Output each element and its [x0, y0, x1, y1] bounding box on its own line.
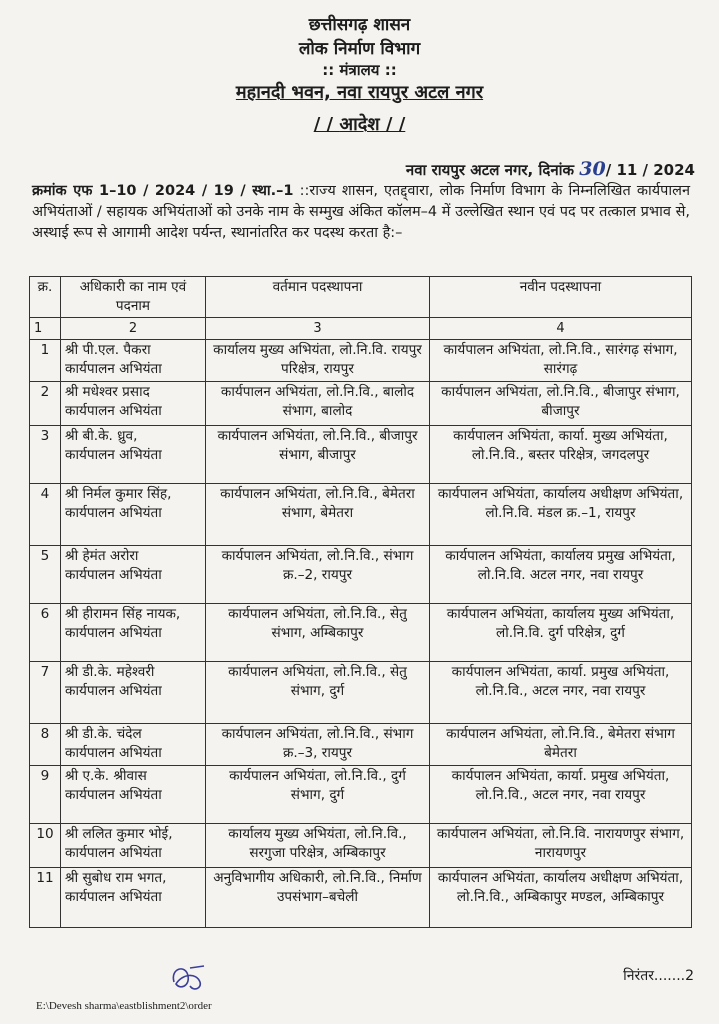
col-num: 1 — [30, 318, 61, 340]
new-posting: कार्यपालन अभियंता, कार्यालय अधीक्षण अभियंता, लो.नि.वि. मंडल क्र.–1, रायपुर — [430, 484, 692, 546]
table-header-row — [30, 277, 692, 318]
new-posting: कार्यपालन अभियंता, कार्या. प्रमुख अभियंता, लो.नि.वि., अटल नगर, नवा रायपुर — [430, 766, 692, 824]
transfer-table — [29, 276, 692, 928]
current-posting: कार्यपालन अभियंता, लो.नि.वि., सेतु संभाग, दुर्ग — [206, 662, 430, 724]
serial-number: 11 — [30, 868, 61, 928]
col-header-name: अधिकारी का नाम एवं पदनाम — [61, 277, 206, 318]
table-row — [30, 484, 692, 546]
column-number-row — [30, 318, 692, 340]
continued-note: निरंतर.......2 — [623, 968, 694, 984]
officer-name: श्री डी.के. महेश्वरी — [65, 664, 155, 680]
col-num: 3 — [206, 318, 430, 340]
officer-cell — [61, 724, 206, 766]
new-posting: कार्यपालन अभियंता, कार्या. मुख्य अभियंता, लो.नि.वि., बस्तर परिक्षेत्र, जगदलपुर — [430, 426, 692, 484]
current-posting: कार्यपालन अभियंता, लो.नि.वि., संभाग क्र.–2, रायपुर — [206, 546, 430, 604]
new-posting: कार्यपालन अभियंता, लो.नि.वि., सारंगढ़ संभाग, सारंगढ़ — [430, 340, 692, 382]
serial-number: 8 — [30, 724, 61, 766]
current-posting: कार्यपालन अभियंता, लो.नि.वि., बालोद संभाग, बालोद — [206, 382, 430, 426]
officer-designation: कार्यपालन अभियंता — [65, 787, 162, 803]
table-row — [30, 546, 692, 604]
new-posting: कार्यपालन अभियंता, लो.नि.वि., बेमेतरा संभाग बेमेतरा — [430, 724, 692, 766]
col-num: 4 — [430, 318, 692, 340]
current-posting: कार्यपालन अभियंता, लो.नि.वि., बीजापुर संभाग, बीजापुर — [206, 426, 430, 484]
officer-cell — [61, 824, 206, 868]
table-row — [30, 662, 692, 724]
serial-number: 4 — [30, 484, 61, 546]
serial-number: 3 — [30, 426, 61, 484]
handwritten-day: 30 — [579, 158, 606, 180]
table-row — [30, 426, 692, 484]
officer-cell — [61, 868, 206, 928]
officer-name: श्री ललित कुमार भोई, — [65, 826, 173, 842]
col-header-current: वर्तमान पदस्थापना — [206, 277, 430, 318]
officer-designation: कार्यपालन अभियंता — [65, 361, 162, 377]
order-title: आदेश — [339, 114, 380, 135]
col-header-sn: क्र. — [30, 277, 61, 318]
signature-mark — [160, 960, 216, 1000]
officer-designation: कार्यपालन अभियंता — [65, 403, 162, 419]
serial-number: 2 — [30, 382, 61, 426]
col-num: 2 — [61, 318, 206, 340]
current-posting: कार्यालय मुख्य अभियंता, लो.नि.वि., सरगुजा परिक्षेत्र, अम्बिकापुर — [206, 824, 430, 868]
officer-name: श्री हीरामन सिंह नायक, — [65, 606, 181, 622]
officer-designation: कार्यपालन अभियंता — [65, 683, 162, 699]
office-address: महानदी भवन, नवा रायपुर अटल नगर — [235, 82, 484, 103]
order-heading: / / आदेश / / — [313, 114, 406, 135]
table-row — [30, 868, 692, 928]
new-posting: कार्यपालन अभियंता, कार्यालय प्रमुख अभियंता, लो.नि.वि. अटल नगर, नवा रायपुर — [430, 546, 692, 604]
officer-designation: कार्यपालन अभियंता — [65, 845, 162, 861]
current-posting: कार्यपालन अभियंता, लो.नि.वि., सेतु संभाग, अम्बिकापुर — [206, 604, 430, 662]
officer-cell — [61, 546, 206, 604]
officer-name: श्री निर्मल कुमार सिंह, — [65, 486, 172, 502]
new-posting: कार्यपालन अभियंता, लो.नि.वि. नारायणपुर संभाग, नारायणपुर — [430, 824, 692, 868]
new-posting: कार्यपालन अभियंता, कार्यालय अधीक्षण अभियंता, लो.नि.वि., अम्बिकापुर मण्डल, अम्बिकापुर — [430, 868, 692, 928]
serial-number: 7 — [30, 662, 61, 724]
officer-name: श्री बी.के. ध्रुव, — [65, 428, 138, 444]
ministry-label: :: मंत्रालय :: — [322, 61, 397, 79]
officer-designation: कार्यपालन अभियंता — [65, 889, 162, 905]
table-row — [30, 766, 692, 824]
serial-number: 9 — [30, 766, 61, 824]
department-title: लोक निर्माण विभाग — [298, 39, 421, 59]
current-posting: कार्यालय मुख्य अभियंता, लो.नि.वि. रायपुर परिक्षेत्र, रायपुर — [206, 340, 430, 382]
table-row — [30, 382, 692, 426]
table-row — [30, 604, 692, 662]
officer-designation: कार्यपालन अभियंता — [65, 625, 162, 641]
serial-number: 5 — [30, 546, 61, 604]
officer-cell — [61, 766, 206, 824]
new-posting: कार्यपालन अभियंता, कार्या. प्रमुख अभियंता, लो.नि.वि., अटल नगर, नवा रायपुर — [430, 662, 692, 724]
officer-designation: कार्यपालन अभियंता — [65, 745, 162, 761]
table-row — [30, 724, 692, 766]
officer-designation: कार्यपालन अभियंता — [65, 567, 162, 583]
new-posting: कार्यपालन अभियंता, लो.नि.वि., बीजापुर संभाग, बीजापुर — [430, 382, 692, 426]
officer-name: श्री पी.एल. पैकरा — [65, 342, 151, 358]
officer-cell — [61, 662, 206, 724]
officer-cell — [61, 484, 206, 546]
table-row — [30, 824, 692, 868]
order-paragraph: क्रमांक एफ 1–10 / 2024 / 19 / स्था.–1 ::राज्य शासन, एतद्द्वारा, लोक निर्माण विभाग के निम्नलिखित कार्यपालन अभियंताओं / सहायक अभियंताओं को उनके नाम के सम्मुख अंकित कॉलम–4 में उल्लेखित स्थान एवं पद पर तत्काल प्रभाव से, अस्थाई रूप से आगामी आदेश पर्यन्त, स्थानांतरित कर पदस्थ करता है:– — [32, 183, 690, 241]
order-reference: क्रमांक एफ 1–10 / 2024 / 19 / स्था.–1 — [32, 183, 294, 199]
officer-designation: कार्यपालन अभियंता — [65, 505, 162, 521]
current-posting: कार्यपालन अभियंता, लो.नि.वि., दुर्ग संभाग, दुर्ग — [206, 766, 430, 824]
serial-number: 10 — [30, 824, 61, 868]
govt-title: छत्तीसगढ़ शासन — [308, 15, 411, 35]
current-posting: कार्यपालन अभियंता, लो.नि.वि., संभाग क्र.–3, रायपुर — [206, 724, 430, 766]
officer-cell — [61, 426, 206, 484]
serial-number: 1 — [30, 340, 61, 382]
officer-name: श्री हेमंत अरोरा — [65, 548, 139, 564]
order-date: नवा रायपुर अटल नगर, दिनांक 30/ 11 / 2024 — [405, 158, 695, 180]
serial-number: 6 — [30, 604, 61, 662]
officer-name: श्री मधेश्वर प्रसाद — [65, 384, 150, 400]
current-posting: अनुविभागीय अधिकारी, लो.नि.वि., निर्माण उपसंभाग–बचेली — [206, 868, 430, 928]
officer-name: श्री सुबोध राम भगत, — [65, 870, 167, 886]
officer-name: श्री ए.के. श्रीवास — [65, 768, 147, 784]
current-posting: कार्यपालन अभियंता, लो.नि.वि., बेमेतरा संभाग, बेमेतरा — [206, 484, 430, 546]
officer-cell — [61, 604, 206, 662]
new-posting: कार्यपालन अभियंता, कार्यालय मुख्य अभियंता, लो.नि.वि. दुर्ग परिक्षेत्र, दुर्ग — [430, 604, 692, 662]
officer-designation: कार्यपालन अभियंता — [65, 447, 162, 463]
officer-cell — [61, 382, 206, 426]
file-path: E:\Devesh sharma\eastblishment2\order — [36, 1000, 212, 1012]
col-header-new: नवीन पदस्थापना — [430, 277, 692, 318]
table-row — [30, 340, 692, 382]
officer-name: श्री डी.के. चंदेल — [65, 726, 142, 742]
officer-cell — [61, 340, 206, 382]
